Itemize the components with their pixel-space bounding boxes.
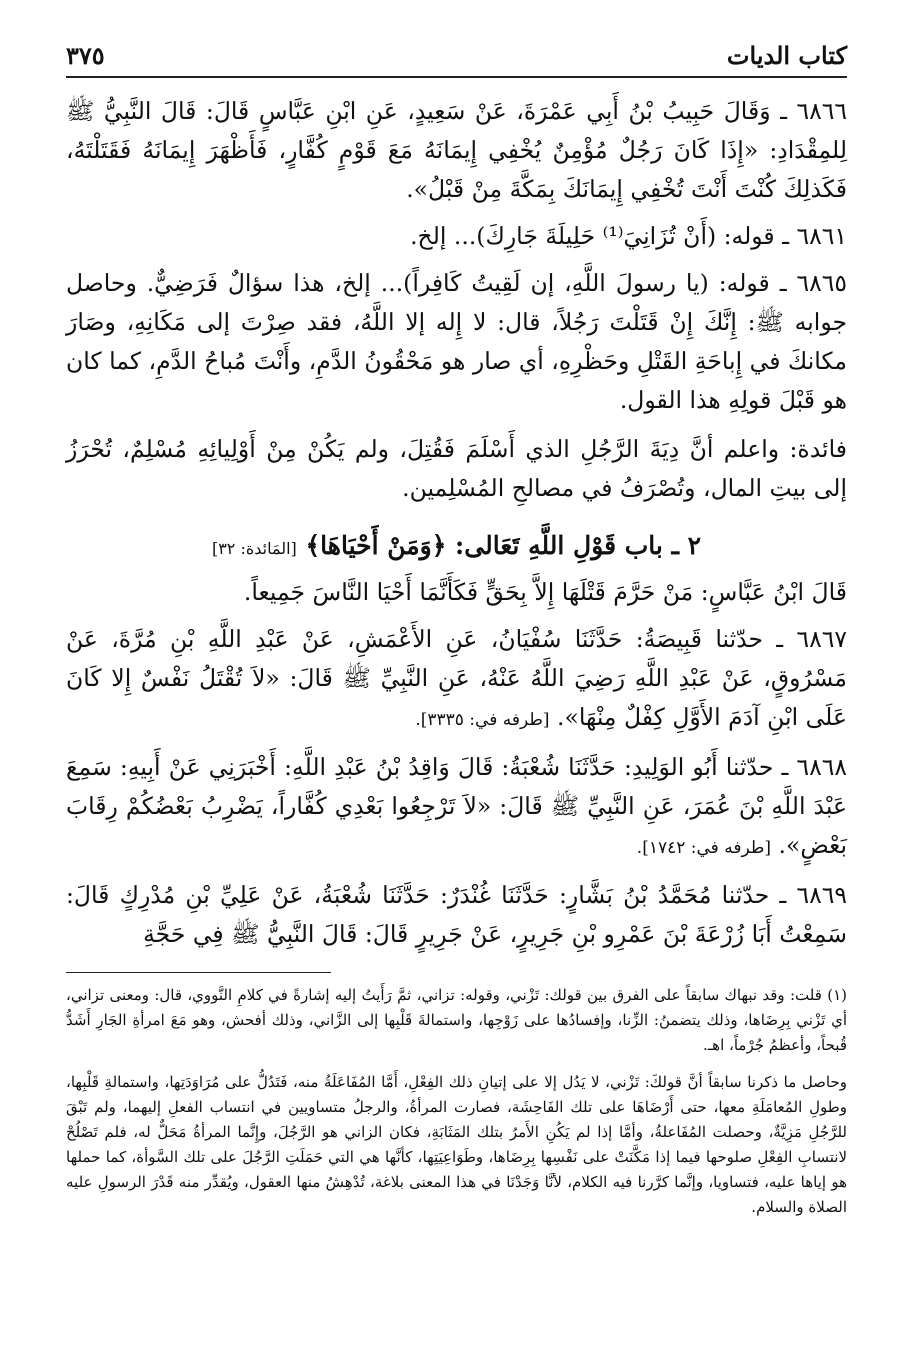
footnotes [66, 983, 847, 1220]
hadith-6868-text: ٦٨٦٨ ـ حدّثنا أَبُو الوَلِيدِ: حَدَّثَنَا شُعْبَةُ: قَالَ وَاقِدُ بْنُ عَبْدِ اللَّهِ: أَخْبَرَنِي عَنْ أَبِيهِ: سَمِعَ عَبْدَ اللَّهِ بْنَ عُمَرَ، عَنِ النَّبِيِّ ﷺ قَالَ: «لاَ تَرْجِعُوا بَعْدِي كُفَّاراً، يَضْرِبُ بَعْضُكُمْ رِقَابَ بَعْضٍ». [66, 753, 847, 859]
chapter-title: كتاب الديات [726, 41, 847, 70]
hadith-6867-text: ٦٨٦٧ ـ حدّثنا قَبِيصَةُ: حَدَّثَنَا سُفْيَانُ، عَنِ الأَعْمَشِ، عَنْ عَبْدِ اللَّهِ بْنِ مُرَّةَ، عَنْ مَسْرُوقٍ، عَنْ عَبْدِ اللَّهِ رَضِيَ اللَّهُ عَنْهُ، عَنِ النَّبِيِّ ﷺ قَالَ: «لاَ تُقْتَلُ نَفْسٌ إِلا كَانَ عَلَى ابْنِ آدَمَ الأَوَّلِ كِفْلٌ مِنْهَا». [66, 625, 847, 731]
hadith-6868 [66, 748, 847, 868]
chapter-heading-text: ٢ ـ باب قَوْلِ اللَّهِ تَعَالى: ﴿وَمَنْ أَحْيَاهَا﴾ [305, 531, 702, 560]
hadith-6869: ٦٨٦٩ ـ حدّثنا مُحَمَّدُ بْنُ بَشَّارٍ: حَدَّثَنَا غُنْدَرٌ: حَدَّثَنَا شُعْبَةُ، عَنْ عَلِيِّ بْنِ مُدْرِكٍ قَالَ: سَمِعْتُ أَبَا زُرْعَةَ بْنَ عَمْرِو بْنِ جَرِيرٍ، عَنْ جَرِيرٍ قَالَ: قَالَ النَّبِيُّ ﷺ فِي حَجَّةِ [66, 881, 847, 948]
hadith-6867 [66, 620, 847, 740]
page-header [66, 40, 847, 78]
paragraph-faida: فائدة: واعلم أنَّ دِيَةَ الرَّجُلِ الذي أَسْلَمَ فَقُتِلَ، ولم يَكُنْ مِنْ أَوْلِيائِهِ مُسْلِمٌ، تُحْرَزُ إلى بيتِ المال، وتُصْرَفُ في مصالحِ المُسْلِمين. [66, 435, 847, 502]
page-number: ٣٧٥ [66, 41, 105, 70]
footnote-divider [66, 972, 331, 973]
hadith-6867-cross-ref: [طرفه في: ٣٣٣٥]. [415, 710, 550, 730]
footnote-1: (١) قلت: وقد نبهاك سابقاً على الفرق بين قولك: تَزْني، وقوله: تزاني، ثمَّ رَأَيتُ إليه إشارةً في كلامِ النَّووي، قال: ومعنى تزاني، أي تَزْني بِرِضَاها، وذلك يتضمنُ: الزِّنا، وإفسادُها على زَوْجِها، واستمالةَ قَلْبِها إلى الزَّاني، وذلك أفحش، وهو مَعَ امرأةِ الجَارِ أَشَدُّ قُبحاً، وأعظمُ جُرْماً، اهـ. [66, 986, 847, 1054]
paragraph-6861: ٦٨٦١ ـ قوله: (أَنْ تُزَانِيَ⁽¹⁾ حَلِيلَةَ جَارِكَ)... إلخ. [410, 222, 847, 250]
chapter-heading [66, 526, 847, 569]
hadith-6868-cross-ref: [طرفه في: ١٧٤٢]. [636, 838, 771, 858]
paragraph-6866: ٦٨٦٦ ـ وَقَالَ حَبِيبُ بْنُ أَبِي عَمْرَةَ، عَنْ سَعِيدٍ، عَنِ ابْنِ عَبَّاسٍ قَالَ: قَالَ النَّبِيُّ ﷺ لِلمِقْدَادِ: «إِذَا كَانَ رَجُلٌ مُؤْمِنٌ يُخْفِي إِيمَانَهُ مَعَ قَوْمٍ كُفَّارٍ، فَأَظْهَرَ إِيمَانَهُ فَقَتَلْتَهُ، فَكَذلِكَ كُنْتَ أَنْتَ تُخْفِي إِيمَانَكَ بِمَكَّةَ مِنْ قَبْلُ». [66, 97, 847, 203]
quran-reference: [المَائدة: ٣٢] [211, 539, 297, 558]
paragraph-6865: ٦٨٦٥ ـ قوله: (يا رسولَ اللَّهِ، إن لَقِيتُ كَافِراً)... إلخ، هذا سؤالٌ فَرَضِيٌّ. وحاصل جوابه ﷺ: إِنَّكَ إِنْ قَتَلْتَ رَجُلاً، قال: لا إِله إلا اللَّهُ، فقد صِرْتَ إلى مَكَانِهِ، وصَارَ مكانكَ في إِباحَةِ القَتْلِ وحَظْرِهِ، أي صار هو مَحْقُونُ الدَّمِ، وأَنْتَ مُباحُ الدَّمِ، كما كان هو قَبْلَ قولِهِ هذا القول. [66, 269, 847, 414]
hadith-intro: قَالَ ابْنُ عَبَّاسٍ: مَنْ حَرَّمَ قَتْلَهَا إِلاَّ بِحَقٍّ فَكَأَنَّمَا أَحْيَا النَّاسَ جَمِيعاً. [243, 578, 847, 606]
footnote-1-continued: وحاصل ما ذكرنا سابقاً أنَّ قولكَ: تَزْني، لا يَدُل إلا على إتيانِ ذلك الفِعْلِ، أَمَّا المُفَاعَلَةُ منه، فَتَدُلُّ على مُرَاوَدَتِها، واستمالةِ قَلْبِها، وطولِ المُعامَلَةِ معها، حتى أَرْضَاهَا على تلك الفَاحِشَة، فصارت المرأةُ، والرجلُ متساويين في انتساب الفعلِ إليهما، ولم تَبْقَ للرَّجُلِ مَزِيَّةٌ، وحصلت المُفَاعلةُ، وأمَّا إذا لم يَكُنِ الأَمرُ بتلك المَثَابَةِ، فكان الزاني هو الرَّجُلَ، وإِنَّما المرأةُ مَحَلٌّ له، فلم تَصْلُحْ لانتسابِ الفِعْلِ صلوحها فيما إذا مَكَّنَتْ على نَفْسِها بِرِضَاها، وطَوَاعِيَتِها، كأنَّها هي التي حَمَلَتِ الرَّجُلَ على تلك السَّوأة، كما حملها هو إياها عليه، فتساويا، وإنَّما كرَّرنا فيه الكلام، لأنَّا وَجَدْنَا في هذا المعنى بلاغة، تُدْهِشُ منها العقول، ويُقدِّر منه قَدْرَ الرسولِ عليه الصلاة والسلام. [66, 1073, 847, 1216]
main-text [66, 92, 847, 954]
